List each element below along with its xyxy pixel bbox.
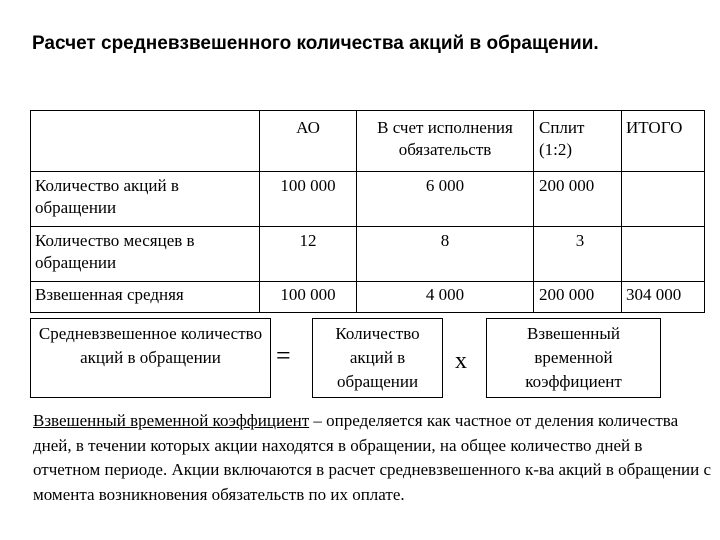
table-cell	[622, 172, 705, 227]
table-cell: 8	[357, 227, 534, 282]
table-cell: 100 000	[260, 172, 357, 227]
header-cell-total: ИТОГО	[622, 111, 705, 172]
table-row	[31, 172, 705, 227]
row-label: Количество месяцев в обращении	[31, 227, 260, 282]
multiply-sign: x	[455, 348, 467, 374]
formula-result-box: Средневзвешенное количество акций в обращении	[30, 318, 271, 398]
table-header-row	[31, 111, 705, 172]
table-row	[31, 227, 705, 282]
page-title: Расчет средневзвешенного количества акций в обращении.	[32, 33, 599, 54]
definition-term: Взвешенный временной коэффициент	[33, 411, 310, 430]
table-cell	[622, 227, 705, 282]
row-label: Количество акций в обращении	[31, 172, 260, 227]
header-cell-empty	[31, 111, 260, 172]
table-cell: 4 000	[357, 282, 534, 313]
table-row	[31, 282, 705, 313]
row-label: Взвешенная средняя	[31, 282, 260, 313]
header-cell-obligations: В счет исполнения обязательств	[357, 111, 534, 172]
definition-text: – определяется как частное от деления количества дней, в течении которых акции находятся в обращении, на общее количество дней в отчетном периоде. Акции включаются в расчет средневзвешенного к-ва акций в обращении с момента возникновения обязательств по их оплате.	[33, 411, 712, 504]
formula-shares-box: Количество акций в обращении	[312, 318, 443, 398]
table-cell: 100 000	[260, 282, 357, 313]
calculation-table	[30, 110, 705, 313]
table-cell: 200 000	[534, 172, 622, 227]
table-cell: 200 000	[534, 282, 622, 313]
formula-coefficient-box: Взвешенный временной коэффициент	[486, 318, 661, 398]
table-cell: 6 000	[357, 172, 534, 227]
header-cell-ao: АО	[260, 111, 357, 172]
table-cell: 12	[260, 227, 357, 282]
equals-sign: =	[276, 341, 291, 370]
table-cell: 3	[534, 227, 622, 282]
definition-note	[33, 409, 713, 507]
header-cell-split: Сплит (1:2)	[534, 111, 622, 172]
table-cell: 304 000	[622, 282, 705, 313]
